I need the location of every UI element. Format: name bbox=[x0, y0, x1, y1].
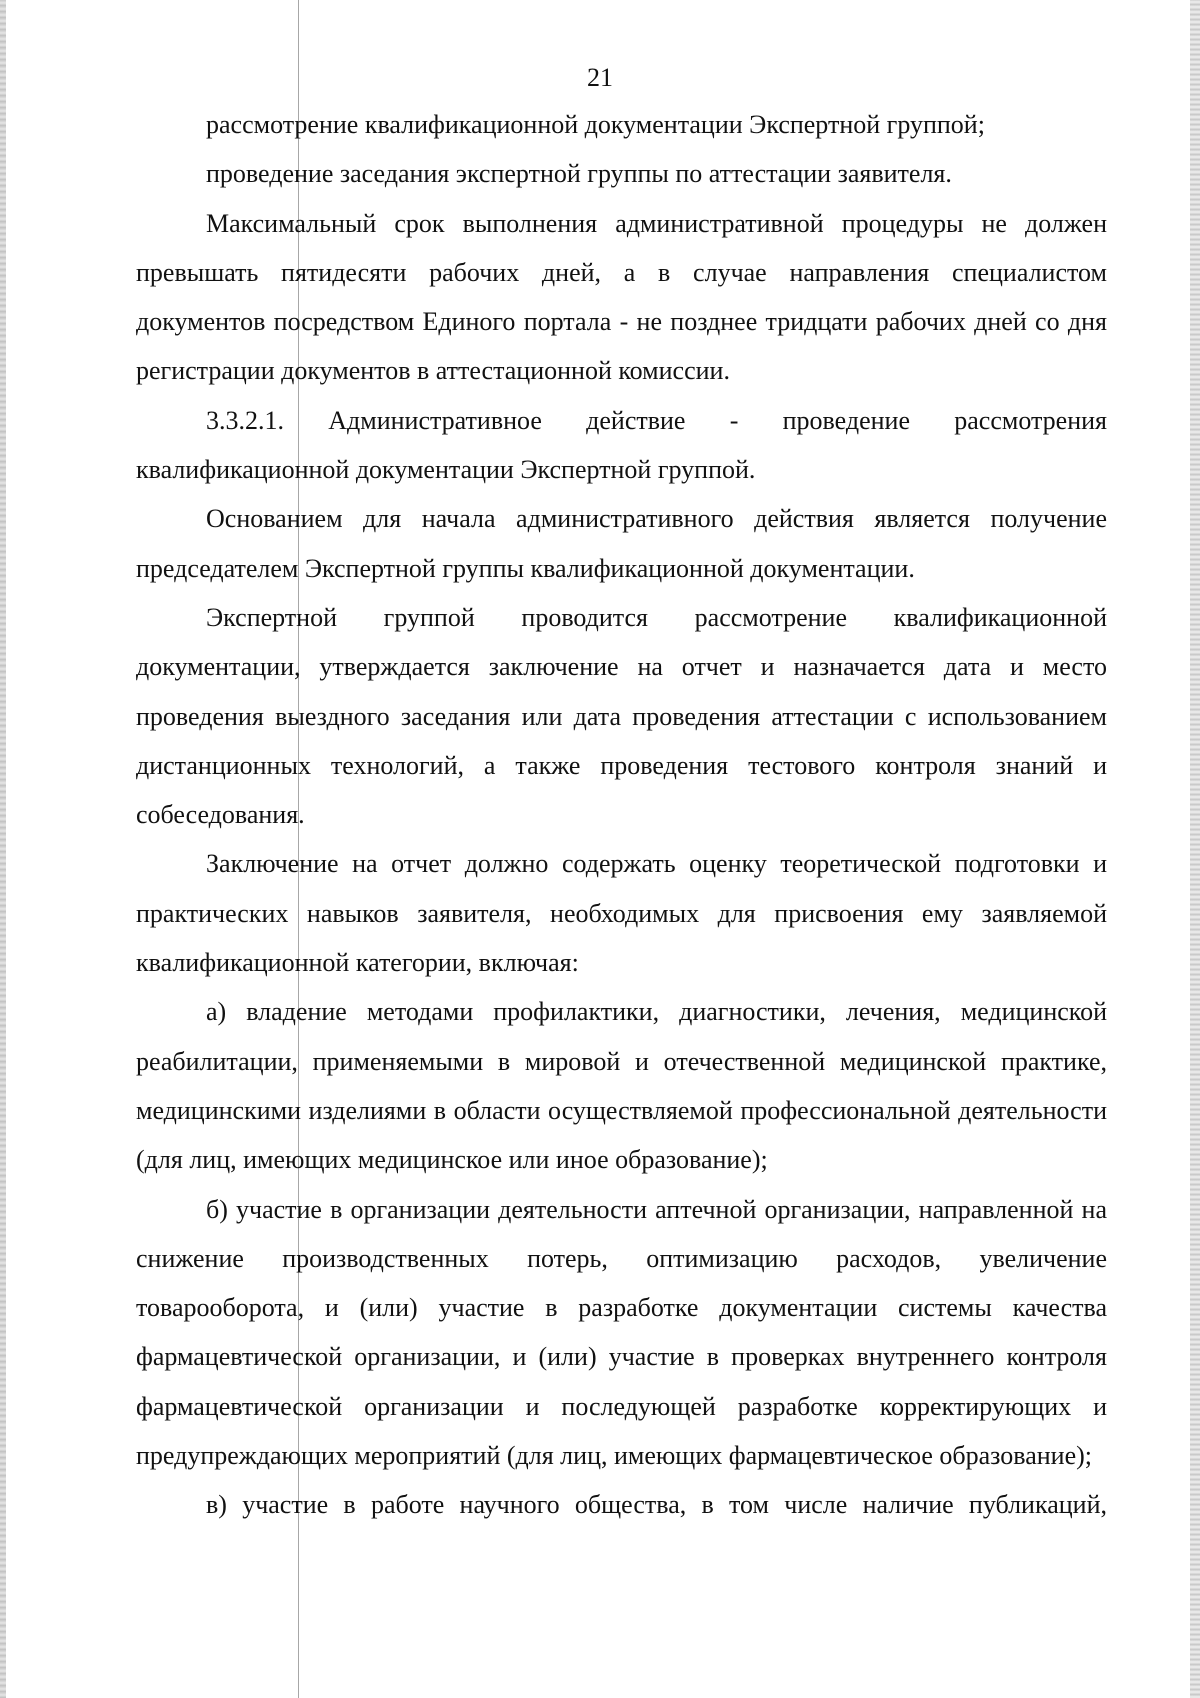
paragraph-7: Заключение на отчет должно содержать оценку теоретической подготовки и практических навыков заявителя, необходимых для присвоения ему заявляемой квалификационной категории, включая: bbox=[136, 849, 1107, 978]
scan-edge-right bbox=[1190, 0, 1200, 1698]
paragraph-8: а) владение методами профилактики, диагностики, лечения, медицинской реабилитации, применяемыми в мировой и отечественной медицинской практике, медицинскими изделиями в области осуществляемой профессиональной деятельности (для лиц, имеющих медицинское или иное образование); bbox=[136, 997, 1107, 1175]
paragraph-10: в) участие в работе научного общества, в том числе наличие публикаций, bbox=[206, 1490, 1107, 1520]
paragraph-1: рассмотрение квалификационной документации Экспертной группой; bbox=[206, 110, 985, 139]
paragraph-4: 3.3.2.1. Административное действие - проведение рассмотрения квалификационной документации Экспертной группой. bbox=[136, 405, 1107, 485]
document-body bbox=[136, 100, 1107, 1530]
paragraph-9: б) участие в организации деятельности аптечной организации, направленной на снижение производственных потерь, оптимизацию расходов, увеличение товарооборота, и (или) участие в разработке документации системы качества фармацевтической организации, и (или) участие в проверках внутреннего контроля фармацевтической организации и последующей разработке корректирующих и предупреждающих мероприятий (для лиц, имеющих фармацевтическое образование); bbox=[136, 1194, 1107, 1471]
page-number: 21 bbox=[587, 63, 613, 92]
paragraph-2: проведение заседания экспертной группы по аттестации заявителя. bbox=[206, 159, 952, 189]
paragraph-5: Основанием для начала административного действия является получение председателем Экспертной группы квалификационной документации. bbox=[136, 504, 1107, 583]
paragraph-6: Экспертной группой проводится рассмотрение квалификационной документации, утверждается заключение на отчет и назначается дата и место проведения выездного заседания или дата проведения аттестации с использованием дистанционных технологий, а также проведения тестового контроля знаний и собеседования. bbox=[136, 602, 1107, 830]
scan-edge-left bbox=[0, 0, 6, 1698]
paragraph-3: Максимальный срок выполнения административной процедуры не должен превышать пятидесяти рабочих дней, а в случае направления специалистом документов посредством Единого портала - не позднее тридцати рабочих дней со дня регистрации документов в аттестационной комиссии. bbox=[136, 208, 1107, 386]
